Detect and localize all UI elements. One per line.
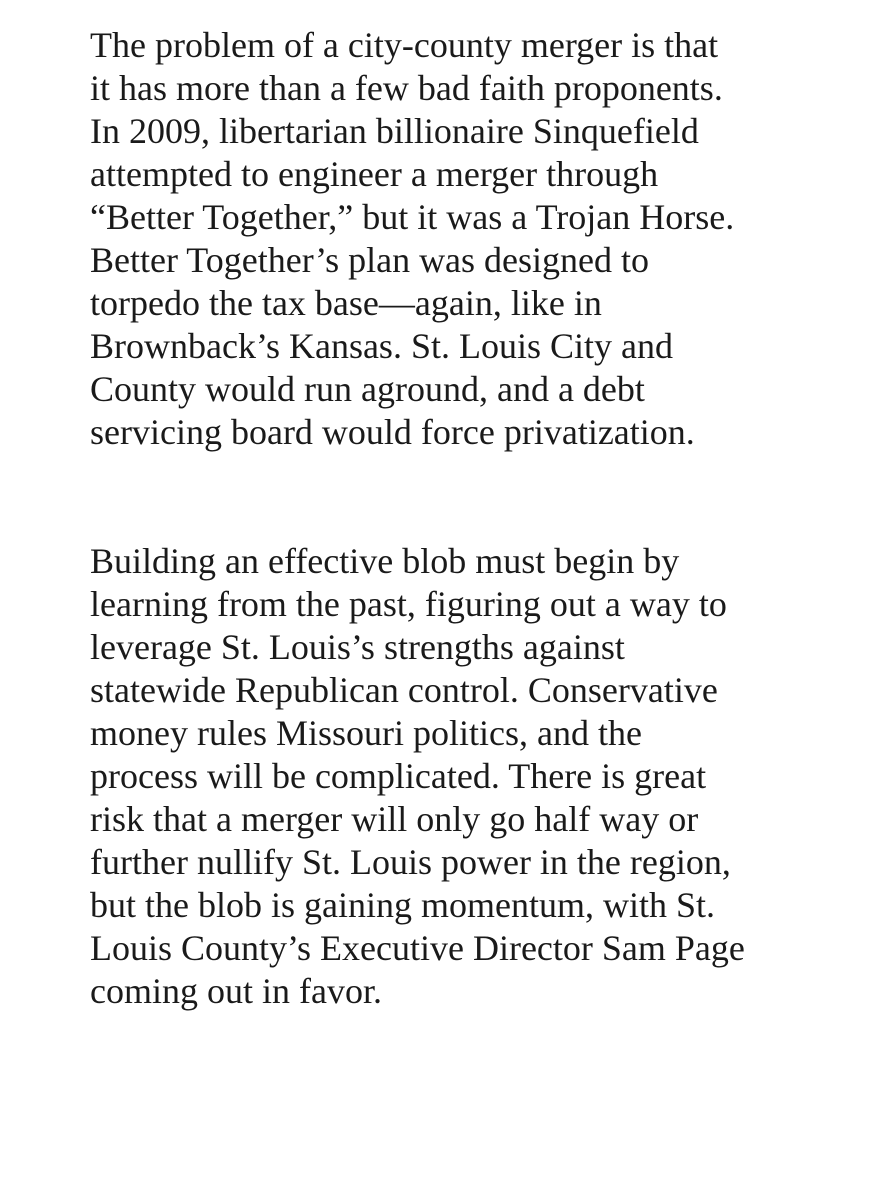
text-line: but the blob is gaining momentum, with St. [90,885,715,925]
text-line: attempted to engineer a merger through [90,154,659,194]
text-line: leverage St. Louis’s strengths against [90,627,625,667]
text-line: “Better Together,” but it was a Trojan Horse. [90,197,735,237]
text-line: servicing board would force privatization. [90,412,695,452]
text-line: torpedo the tax base—again, like in [90,283,602,323]
text-line: process will be complicated. There is great [90,756,707,796]
text-line: risk that a merger will only go half way or [90,799,699,839]
text-line: The problem of a city-county merger is that [90,25,719,65]
text-line: Building an effective blob must begin by [90,541,680,581]
article-body [90,24,850,1013]
text-line: County would run aground, and a debt [90,369,645,409]
text-line: Better Together’s plan was designed to [90,240,650,280]
paragraph-2 [90,540,850,1013]
text-line: Louis County’s Executive Director Sam Page [90,928,745,968]
paragraph-1 [90,24,850,454]
text-line: Brownback’s Kansas. St. Louis City and [90,326,673,366]
text-line: learning from the past, figuring out a way to [90,584,727,624]
text-line: statewide Republican control. Conservative [90,670,718,710]
text-line: coming out in favor. [90,971,382,1011]
text-line: further nullify St. Louis power in the region, [90,842,731,882]
text-line: it has more than a few bad faith proponents. [90,68,723,108]
text-line: money rules Missouri politics, and the [90,713,642,753]
text-line: In 2009, libertarian billionaire Sinquefield [90,111,699,151]
